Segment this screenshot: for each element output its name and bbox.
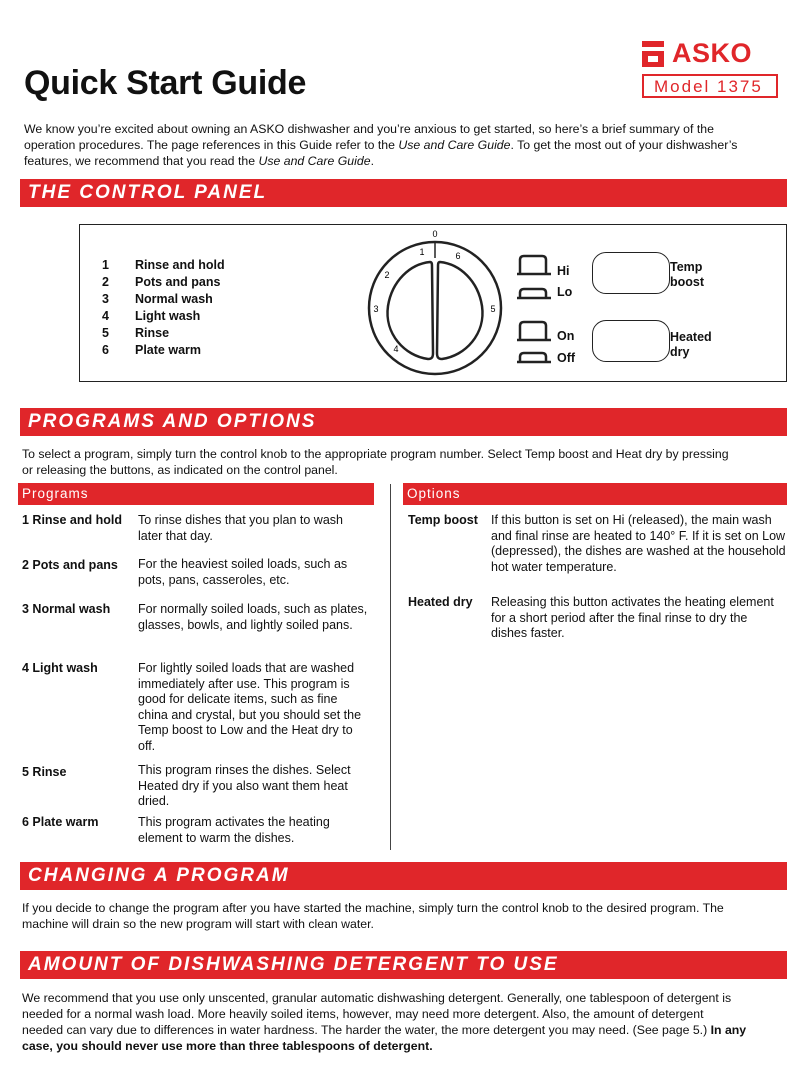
programs-intro-line-2: or releasing the buttons, as indicated on the control panel. (22, 463, 338, 477)
switch-symbols (516, 252, 552, 364)
on-released-icon (520, 322, 546, 340)
program-number: 5 (102, 326, 109, 340)
page-title: Quick Start Guide (24, 64, 307, 102)
program-name: 2 Pots and pans (22, 558, 118, 572)
program-name: 4 Light wash (22, 661, 98, 675)
detergent-line-3: needed can vary due to differences in water hardness. The harder the water, the more detergent you may need. (See page 5.) In any (22, 1023, 747, 1037)
dial-mark: 6 (455, 251, 461, 261)
program-name: 1 Rinse and hold (22, 513, 123, 527)
temp-boost-button (592, 252, 670, 294)
program-description: For lightly soiled loads that are washed immediately after use. This program is good for delicate items, such as fine china and crystal, but you should set the Temp boost to Low and the Heat dry to off. (138, 661, 362, 753)
program-name: 6 Plate warm (22, 815, 99, 829)
programs-subheader: Programs (18, 483, 374, 505)
brand-logo (642, 38, 782, 76)
column-divider (390, 484, 391, 850)
program-label: Rinse and hold (135, 258, 225, 272)
program-description: For the heaviest soiled loads, such as pots, pans, casseroles, etc. (138, 557, 348, 587)
program-name: 3 Normal wash (22, 602, 111, 616)
program-number: 4 (102, 309, 109, 323)
dial-mark: 5 (490, 304, 496, 314)
hi-released-icon (520, 256, 546, 274)
program-description: For normally soiled loads, such as plates, glasses, bowls, and lightly soiled pans. (138, 602, 368, 632)
hi-label: Hi (557, 264, 570, 278)
program-label: Plate warm (135, 343, 202, 357)
control-knob (360, 226, 510, 380)
section-header-detergent: AMOUNT OF DISHWASHING DETERGENT TO USE (20, 951, 787, 979)
section-header-programs-options: PROGRAMS AND OPTIONS (20, 408, 787, 436)
heated-dry-label: Heated dry (670, 330, 712, 359)
program-description: This program rinses the dishes. Select Heated dry if you also want them heat dried. (138, 763, 351, 808)
asko-mark-icon (642, 41, 668, 67)
off-label: Off (557, 351, 576, 365)
changing-line-1: If you decide to change the program after you have started the machine, simply turn the control knob to the desired program. The (22, 901, 724, 915)
options-subheader: Options (403, 483, 787, 505)
option-name: Temp boost (408, 513, 478, 527)
program-description: This program activates the heating element to warm the dishes. (138, 815, 330, 845)
detergent-line-4: case, you should never use more than three tablespoons of detergent. (22, 1039, 433, 1053)
program-number: 2 (102, 275, 109, 289)
lo-label: Lo (557, 285, 573, 299)
detergent-line-1: We recommend that you use only unscented, granular automatic dishwashing detergent. Generally, one tablespoon of detergent is (22, 991, 732, 1005)
changing-line-2: machine will drain so the new program will start with clean water. (22, 917, 374, 931)
brand-name: ASKO (672, 38, 753, 68)
program-label: Pots and pans (135, 275, 221, 289)
program-label: Light wash (135, 309, 201, 323)
lo-depressed-icon (520, 289, 546, 298)
program-label: Rinse (135, 326, 170, 340)
program-description: To rinse dishes that you plan to wash later that day. (138, 513, 343, 543)
on-label: On (557, 329, 575, 343)
programs-intro-line-1: To select a program, simply turn the control knob to the appropriate program number. Select Temp boost and Heat dry by pressing (22, 447, 729, 461)
dial-mark: 3 (373, 304, 379, 314)
off-depressed-icon (520, 353, 546, 362)
intro-line-2: operation procedures. The page references in this Guide refer to the Use and Care Guide. To get the most out of your dishwasher’s (24, 138, 738, 152)
program-label: Normal wash (135, 292, 213, 306)
option-description: Releasing this button activates the heating element for a short period after the final rinse to dry the dishes faster. (491, 595, 774, 640)
program-number: 6 (102, 343, 109, 357)
option-description: If this button is set on Hi (released), the main wash and final rinse are heated to 140° F. If it is set on Low (depressed), the dishes are washed at the household hot water temperature. (491, 513, 786, 574)
heated-dry-button (592, 320, 670, 362)
model-label: Model 1375 (654, 77, 763, 96)
program-number: 3 (102, 292, 109, 306)
knob-grip-right (437, 262, 482, 359)
model-badge (642, 74, 778, 98)
section-header-changing: CHANGING A PROGRAM (20, 862, 787, 890)
intro-line-1: We know you’re excited about owning an ASKO dishwasher and you’re anxious to get started, so here’s a brief summary of the (24, 122, 714, 136)
section-header-control-panel: THE CONTROL PANEL (20, 179, 787, 207)
intro-line-3: features, we recommend that you read the Use and Care Guide. (24, 154, 374, 168)
dial-mark: 2 (384, 270, 390, 280)
program-name: 5 Rinse (22, 765, 67, 779)
option-name: Heated dry (408, 595, 473, 609)
detergent-line-2: needed for a normal wash load. More heavily soiled items, however, may need more detergent. Also, the amount of detergent (22, 1007, 704, 1021)
dial-mark: 1 (419, 247, 425, 257)
dial-mark: 4 (393, 344, 399, 354)
program-number: 1 (102, 258, 109, 272)
dial-mark: 0 (432, 229, 438, 239)
temp-boost-label: Temp boost (670, 260, 705, 289)
